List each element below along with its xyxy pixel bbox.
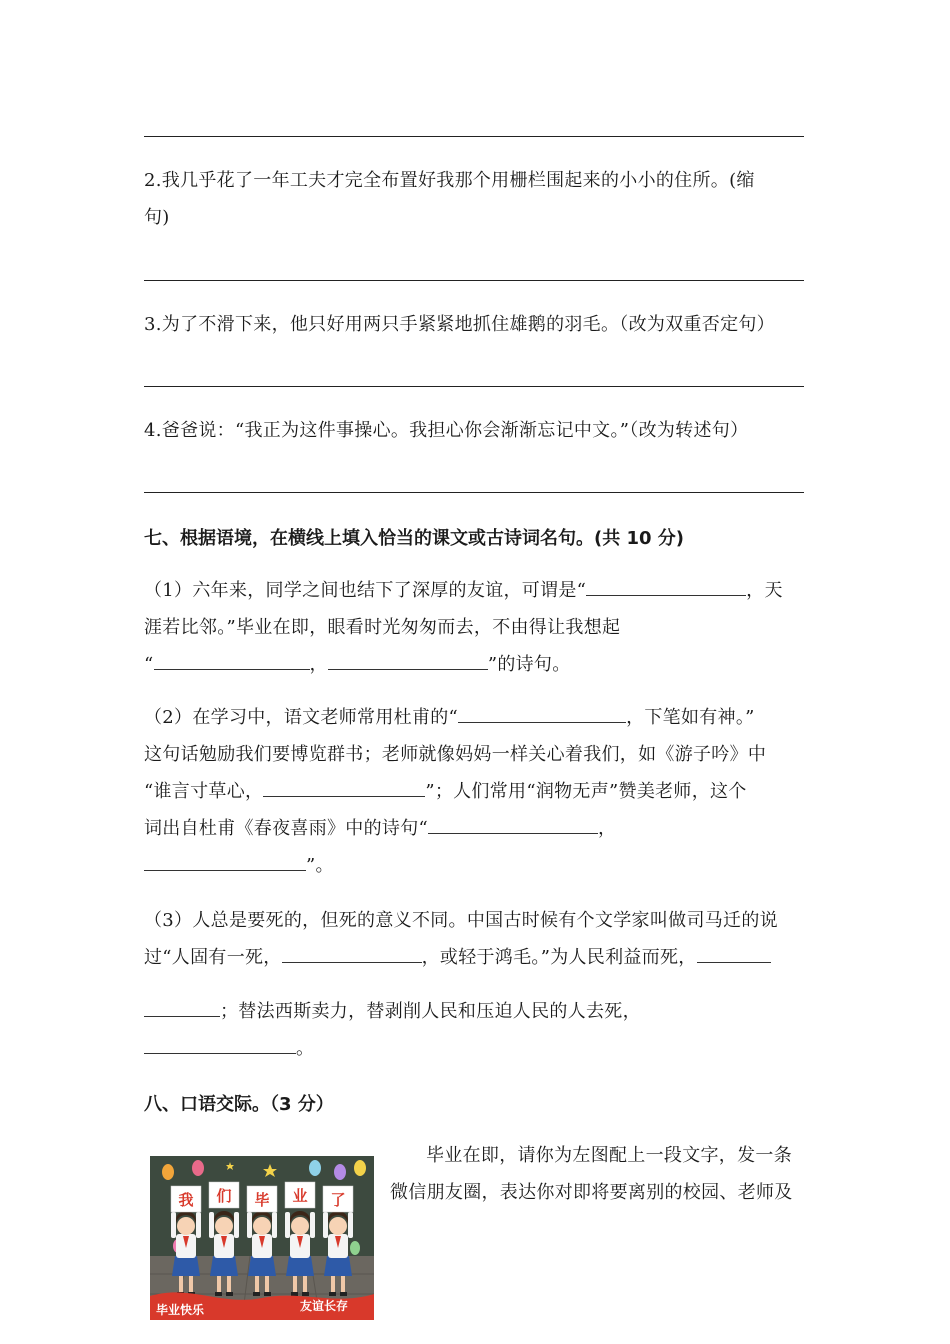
question-2-line-1: 2.我几乎花了一年工夫才完全布置好我那个用栅栏围起来的小小的住所。(缩 bbox=[144, 170, 755, 191]
section-8-title: 八、口语交际。（3 分） bbox=[144, 1094, 334, 1115]
question-4: 4.爸爸说：“我正为这件事操心。我担心你会渐渐忘记中文。”（改为转述句） bbox=[144, 420, 749, 441]
banner-left-text: 毕业快乐 bbox=[156, 1303, 205, 1317]
graduation-illustration bbox=[150, 1156, 374, 1320]
section-7-title: 七、根据语境，在横线上填入恰当的课文或古诗词名句。(共 10 分) bbox=[144, 528, 685, 549]
answer-line-q1[interactable] bbox=[144, 136, 804, 137]
sign-char: 了 bbox=[330, 1191, 346, 1209]
sign-card bbox=[247, 1186, 277, 1212]
sign-card bbox=[323, 1186, 353, 1212]
sign-card bbox=[209, 1182, 239, 1208]
blank-7-1-c[interactable] bbox=[328, 651, 488, 670]
blank-7-3-d[interactable] bbox=[144, 1035, 296, 1054]
blank-7-3-a[interactable] bbox=[282, 944, 422, 963]
section-8-text-line-1: 毕业在即，请你为左图配上一段文字，发一条 bbox=[426, 1145, 792, 1166]
sign-char: 们 bbox=[216, 1187, 232, 1205]
blank-7-3-c[interactable] bbox=[144, 998, 220, 1017]
question-2-line-2: 句) bbox=[144, 207, 170, 228]
blank-7-3-b[interactable] bbox=[697, 944, 771, 963]
blank-7-1-b[interactable] bbox=[154, 651, 310, 670]
answer-line-q2[interactable] bbox=[144, 280, 804, 281]
section-7-item-3-cont: ；替法西斯卖力，替剥削人民和压迫人民的人去死， 。 bbox=[144, 993, 808, 1067]
sign-char: 业 bbox=[292, 1187, 308, 1205]
banner-right-text: 友谊长存 bbox=[300, 1299, 349, 1313]
blank-7-2-a[interactable] bbox=[458, 704, 626, 723]
sign-char: 毕 bbox=[254, 1191, 270, 1209]
sign-card bbox=[285, 1182, 315, 1208]
graduation-image-icon bbox=[150, 1156, 374, 1320]
section-8-text bbox=[390, 1137, 812, 1211]
answer-line-q4[interactable] bbox=[144, 492, 804, 493]
blank-7-2-b[interactable] bbox=[263, 778, 425, 797]
sign-char: 我 bbox=[178, 1191, 194, 1209]
sign-card bbox=[171, 1186, 201, 1212]
section-7-item-3: （3）人总是要死的，但死的意义不同。中国古时候有个文学家叫做司马迁的说 过“人固有一死， ，或轻于鸿毛。”为人民利益而死， bbox=[144, 910, 778, 968]
blank-7-2-d[interactable] bbox=[144, 852, 306, 871]
section-7-item-1: （1）六年来，同学之间也结下了深厚的友谊，可谓是“ ，天 涯若比邻。”毕业在即，眼看时光匆匆而去，不由得让我想起 “ ， ”的诗句。 bbox=[144, 572, 808, 683]
answer-line-q3[interactable] bbox=[144, 386, 804, 387]
blank-7-2-c[interactable] bbox=[428, 815, 598, 834]
question-2 bbox=[144, 162, 808, 236]
blank-7-1-a[interactable] bbox=[586, 577, 746, 596]
question-3: 3.为了不滑下来，他只好用两只手紧紧地抓住雄鹅的羽毛。（改为双重否定句） bbox=[144, 314, 775, 335]
section-7-item-2: （2）在学习中，语文老师常用杜甫的“ ，下笔如有神。” 这句话勉励我们要博览群书；老师就像妈妈一样关心着我们，如《游子吟》中 “谁言寸草心， ”；人们常用“润物无声”赞美老师，这个 词出自杜甫《春夜喜雨》中的诗句“ ， ”。 bbox=[144, 699, 808, 884]
section-8-text-line-2: 微信朋友圈，表达你对即将要离别的校园、老师及 bbox=[390, 1182, 793, 1203]
